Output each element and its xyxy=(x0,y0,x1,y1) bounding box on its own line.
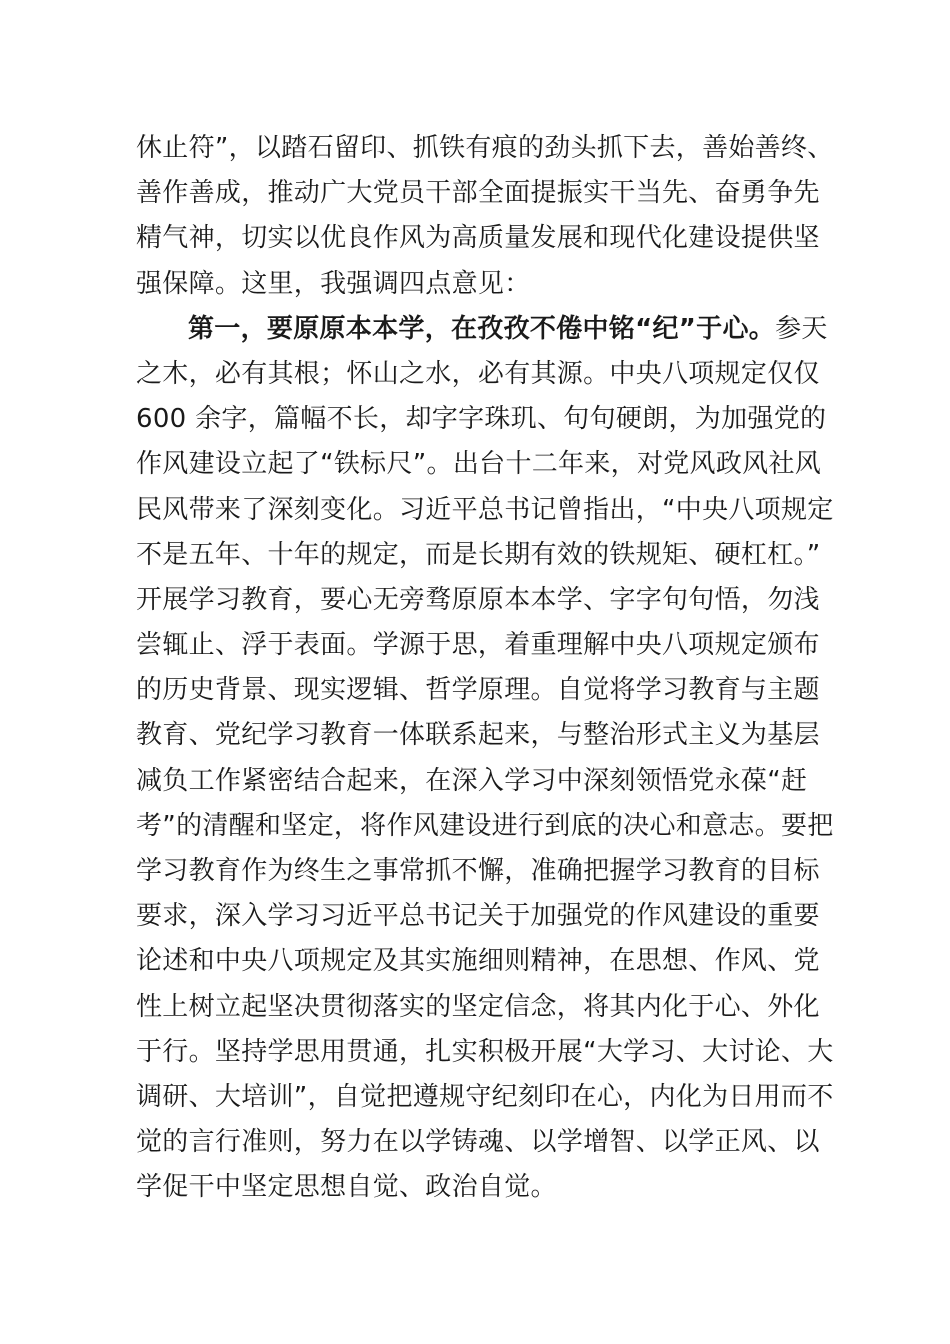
text-line: 觉的言行准则，努力在以学铸魂、以学增智、以学正风、以 xyxy=(136,1127,820,1158)
text-line: 之木，必有其根；怀山之水，必有其源。中央八项规定仅仅 xyxy=(136,358,820,389)
text-line: 于行。坚持学思用贯通，扎实积极开展“大学习、大讨论、大 xyxy=(136,1036,834,1067)
text-line: 性上树立起坚决贯彻落实的坚定信念，将其内化于心、外化 xyxy=(136,991,820,1022)
text-line: 开展学习教育，要心无旁骛原原本本学、字字句句悟，勿浅 xyxy=(136,584,820,615)
text-line: 强保障。这里，我强调四点意见： xyxy=(136,268,531,299)
text-line: 要求，深入学习习近平总书记关于加强党的作风建设的重要 xyxy=(136,901,820,932)
text-line: 减负工作紧密结合起来，在深入学习中深刻领悟党永葆“赶 xyxy=(136,765,808,796)
section-first-line-rest: 参天 xyxy=(775,313,828,344)
text-line: 教育、党纪学习教育一体联系起来，与整治形式主义为基层 xyxy=(136,720,820,751)
section-first-line xyxy=(136,307,828,352)
section-heading: 第一，要原原本本学，在孜孜不倦中铭“纪”于心。 xyxy=(188,313,776,344)
text-line: 休止符”，以踏石留印、抓铁有痕的劲头抓下去，善始善终、 xyxy=(136,133,834,163)
text-line: 600 余字，篇幅不长，却字字珠玑、句句硬朗，为加强党的 xyxy=(136,404,827,435)
text-line: 尝辄止、浮于表面。学源于思，着重理解中央八项规定颁布 xyxy=(136,630,820,661)
text-line: 调研、大培训”，自觉把遵规守纪刻印在心，内化为日用而不 xyxy=(136,1081,834,1112)
text-line: 论述和中央八项规定及其实施细则精神，在思想、作风、党 xyxy=(136,946,820,977)
text-line: 作风建设立起了“铁标尺”。出台十二年来，对党风政风社风 xyxy=(136,449,822,480)
text-line: 不是五年、十年的规定，而是长期有效的铁规矩、硬杠杠。” xyxy=(136,539,821,570)
text-line: 精气神，切实以优良作风为高质量发展和现代化建设提供坚 xyxy=(136,223,820,254)
text-line: 考”的清醒和坚定，将作风建设进行到底的决心和意志。要把 xyxy=(136,810,834,841)
text-line: 学习教育作为终生之事常抓不懈，准确把握学习教育的目标 xyxy=(136,856,820,886)
text-line: 学促干中坚定思想自觉、政治自觉。 xyxy=(136,1172,557,1203)
document-body xyxy=(136,126,834,1211)
text-line: 民风带来了深刻变化。习近平总书记曾指出，“中央八项规定 xyxy=(136,494,834,525)
text-line: 善作善成，推动广大党员干部全面提振实干当先、奋勇争先 xyxy=(136,178,820,209)
text-line: 的历史背景、现实逻辑、哲学原理。自觉将学习教育与主题 xyxy=(136,675,820,706)
